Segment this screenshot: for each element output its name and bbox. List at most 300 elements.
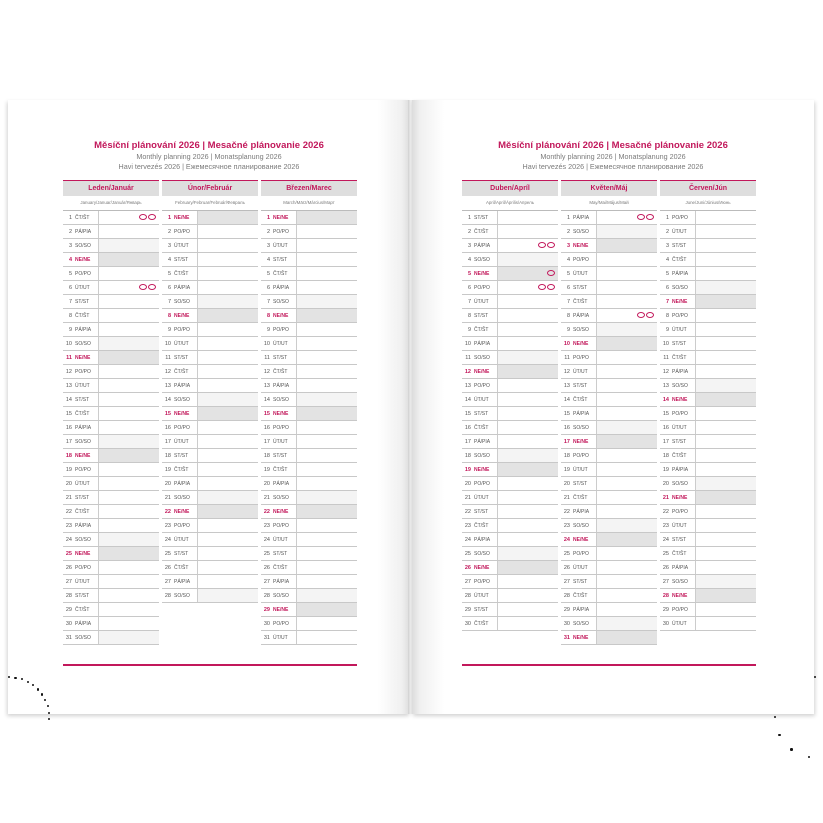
day-row[interactable] xyxy=(660,589,756,603)
day-row[interactable] xyxy=(561,379,657,393)
day-row[interactable] xyxy=(261,631,357,645)
day-row[interactable] xyxy=(261,533,357,547)
day-notes-area[interactable] xyxy=(596,323,657,336)
day-notes-area[interactable] xyxy=(98,561,159,574)
day-row[interactable] xyxy=(162,491,258,505)
day-notes-area[interactable] xyxy=(497,421,558,434)
day-row[interactable] xyxy=(63,225,159,239)
day-row[interactable] xyxy=(660,449,756,463)
day-row[interactable] xyxy=(162,295,258,309)
day-row[interactable] xyxy=(162,351,258,365)
day-row[interactable] xyxy=(261,519,357,533)
day-notes-area[interactable] xyxy=(497,603,558,616)
day-row[interactable] xyxy=(63,281,159,295)
day-notes-area[interactable] xyxy=(98,547,159,560)
day-row[interactable] xyxy=(660,533,756,547)
day-notes-area[interactable] xyxy=(296,351,357,364)
day-notes-area[interactable] xyxy=(596,253,657,266)
day-row[interactable] xyxy=(660,421,756,435)
day-row[interactable] xyxy=(561,225,657,239)
day-notes-area[interactable] xyxy=(98,309,159,322)
day-notes-area[interactable] xyxy=(197,561,258,574)
day-row[interactable] xyxy=(561,253,657,267)
day-notes-area[interactable] xyxy=(596,281,657,294)
day-notes-area[interactable] xyxy=(296,561,357,574)
day-notes-area[interactable] xyxy=(695,225,756,238)
day-notes-area[interactable] xyxy=(497,561,558,574)
day-notes-area[interactable] xyxy=(596,449,657,462)
day-row[interactable] xyxy=(462,323,558,337)
day-notes-area[interactable] xyxy=(296,267,357,280)
day-row[interactable] xyxy=(162,519,258,533)
day-notes-area[interactable] xyxy=(98,351,159,364)
day-row[interactable] xyxy=(462,253,558,267)
day-notes-area[interactable] xyxy=(296,239,357,252)
day-notes-area[interactable] xyxy=(296,631,357,644)
day-row[interactable] xyxy=(462,281,558,295)
day-row[interactable] xyxy=(561,267,657,281)
day-notes-area[interactable] xyxy=(695,589,756,602)
day-row[interactable] xyxy=(162,407,258,421)
day-notes-area[interactable] xyxy=(197,463,258,476)
day-row[interactable] xyxy=(462,547,558,561)
day-notes-area[interactable] xyxy=(98,379,159,392)
day-row[interactable] xyxy=(63,491,159,505)
day-notes-area[interactable] xyxy=(695,267,756,280)
day-notes-area[interactable] xyxy=(296,407,357,420)
day-notes-area[interactable] xyxy=(98,421,159,434)
day-notes-area[interactable] xyxy=(695,449,756,462)
day-row[interactable] xyxy=(660,337,756,351)
day-row[interactable] xyxy=(462,617,558,631)
day-notes-area[interactable] xyxy=(695,351,756,364)
day-row[interactable] xyxy=(561,575,657,589)
day-notes-area[interactable] xyxy=(296,477,357,490)
day-notes-area[interactable] xyxy=(596,267,657,280)
day-row[interactable] xyxy=(462,225,558,239)
day-notes-area[interactable] xyxy=(98,225,159,238)
day-notes-area[interactable] xyxy=(197,575,258,588)
day-row[interactable] xyxy=(660,239,756,253)
day-row[interactable] xyxy=(63,407,159,421)
day-notes-area[interactable] xyxy=(497,239,558,252)
day-row[interactable] xyxy=(63,449,159,463)
day-row[interactable] xyxy=(462,239,558,253)
day-notes-area[interactable] xyxy=(296,379,357,392)
day-row[interactable] xyxy=(261,589,357,603)
day-row[interactable] xyxy=(162,337,258,351)
day-row[interactable] xyxy=(462,295,558,309)
day-notes-area[interactable] xyxy=(296,393,357,406)
day-row[interactable] xyxy=(660,295,756,309)
day-notes-area[interactable] xyxy=(596,491,657,504)
day-notes-area[interactable] xyxy=(497,323,558,336)
day-notes-area[interactable] xyxy=(596,575,657,588)
day-notes-area[interactable] xyxy=(197,491,258,504)
day-notes-area[interactable] xyxy=(98,533,159,546)
day-row[interactable] xyxy=(462,351,558,365)
day-notes-area[interactable] xyxy=(695,505,756,518)
day-row[interactable] xyxy=(660,393,756,407)
day-notes-area[interactable] xyxy=(197,225,258,238)
day-row[interactable] xyxy=(162,589,258,603)
day-notes-area[interactable] xyxy=(497,267,558,280)
day-notes-area[interactable] xyxy=(596,603,657,616)
day-notes-area[interactable] xyxy=(497,309,558,322)
day-notes-area[interactable] xyxy=(596,239,657,252)
day-row[interactable] xyxy=(660,547,756,561)
day-row[interactable] xyxy=(561,211,657,225)
day-notes-area[interactable] xyxy=(98,239,159,252)
day-row[interactable] xyxy=(462,407,558,421)
day-row[interactable] xyxy=(462,435,558,449)
day-notes-area[interactable] xyxy=(98,617,159,630)
day-row[interactable] xyxy=(63,267,159,281)
day-notes-area[interactable] xyxy=(98,603,159,616)
day-row[interactable] xyxy=(561,617,657,631)
day-notes-area[interactable] xyxy=(98,575,159,588)
day-notes-area[interactable] xyxy=(197,239,258,252)
day-row[interactable] xyxy=(660,407,756,421)
day-notes-area[interactable] xyxy=(695,547,756,560)
day-notes-area[interactable] xyxy=(497,575,558,588)
day-notes-area[interactable] xyxy=(296,603,357,616)
day-row[interactable] xyxy=(462,491,558,505)
day-notes-area[interactable] xyxy=(296,463,357,476)
day-row[interactable] xyxy=(561,533,657,547)
day-row[interactable] xyxy=(63,547,159,561)
day-notes-area[interactable] xyxy=(197,295,258,308)
day-row[interactable] xyxy=(261,337,357,351)
day-notes-area[interactable] xyxy=(695,365,756,378)
day-notes-area[interactable] xyxy=(296,435,357,448)
day-notes-area[interactable] xyxy=(296,421,357,434)
day-row[interactable] xyxy=(63,561,159,575)
day-notes-area[interactable] xyxy=(596,225,657,238)
day-row[interactable] xyxy=(561,351,657,365)
day-notes-area[interactable] xyxy=(596,631,657,644)
day-row[interactable] xyxy=(162,365,258,379)
day-notes-area[interactable] xyxy=(497,407,558,420)
day-notes-area[interactable] xyxy=(695,309,756,322)
day-row[interactable] xyxy=(660,435,756,449)
day-row[interactable] xyxy=(561,323,657,337)
day-notes-area[interactable] xyxy=(596,309,657,322)
day-row[interactable] xyxy=(162,393,258,407)
day-notes-area[interactable] xyxy=(197,533,258,546)
day-notes-area[interactable] xyxy=(596,589,657,602)
day-row[interactable] xyxy=(561,449,657,463)
day-row[interactable] xyxy=(561,309,657,323)
day-notes-area[interactable] xyxy=(197,449,258,462)
day-row[interactable] xyxy=(462,463,558,477)
day-row[interactable] xyxy=(261,435,357,449)
day-notes-area[interactable] xyxy=(197,267,258,280)
day-notes-area[interactable] xyxy=(296,617,357,630)
day-notes-area[interactable] xyxy=(98,407,159,420)
day-notes-area[interactable] xyxy=(497,617,558,630)
day-row[interactable] xyxy=(462,533,558,547)
day-row[interactable] xyxy=(660,505,756,519)
day-notes-area[interactable] xyxy=(197,519,258,532)
day-row[interactable] xyxy=(261,547,357,561)
day-row[interactable] xyxy=(561,561,657,575)
day-notes-area[interactable] xyxy=(98,281,159,294)
day-row[interactable] xyxy=(162,253,258,267)
day-notes-area[interactable] xyxy=(296,505,357,518)
day-row[interactable] xyxy=(261,309,357,323)
day-row[interactable] xyxy=(660,365,756,379)
day-row[interactable] xyxy=(261,379,357,393)
day-row[interactable] xyxy=(162,281,258,295)
day-notes-area[interactable] xyxy=(296,589,357,602)
day-notes-area[interactable] xyxy=(98,211,159,224)
day-row[interactable] xyxy=(63,393,159,407)
day-row[interactable] xyxy=(63,309,159,323)
day-row[interactable] xyxy=(462,309,558,323)
day-row[interactable] xyxy=(162,533,258,547)
day-row[interactable] xyxy=(63,421,159,435)
day-notes-area[interactable] xyxy=(296,547,357,560)
day-row[interactable] xyxy=(162,435,258,449)
day-notes-area[interactable] xyxy=(497,589,558,602)
day-row[interactable] xyxy=(63,239,159,253)
day-notes-area[interactable] xyxy=(98,589,159,602)
day-notes-area[interactable] xyxy=(497,365,558,378)
day-notes-area[interactable] xyxy=(497,253,558,266)
day-notes-area[interactable] xyxy=(197,323,258,336)
day-row[interactable] xyxy=(63,337,159,351)
day-row[interactable] xyxy=(660,575,756,589)
day-notes-area[interactable] xyxy=(695,561,756,574)
day-notes-area[interactable] xyxy=(695,211,756,224)
day-row[interactable] xyxy=(462,477,558,491)
day-row[interactable] xyxy=(261,477,357,491)
day-notes-area[interactable] xyxy=(497,547,558,560)
day-row[interactable] xyxy=(162,547,258,561)
day-row[interactable] xyxy=(462,505,558,519)
day-notes-area[interactable] xyxy=(197,407,258,420)
day-notes-area[interactable] xyxy=(497,337,558,350)
day-row[interactable] xyxy=(561,407,657,421)
day-notes-area[interactable] xyxy=(497,505,558,518)
day-notes-area[interactable] xyxy=(197,337,258,350)
day-row[interactable] xyxy=(162,225,258,239)
day-row[interactable] xyxy=(261,351,357,365)
day-notes-area[interactable] xyxy=(296,211,357,224)
day-row[interactable] xyxy=(63,379,159,393)
day-notes-area[interactable] xyxy=(695,575,756,588)
day-notes-area[interactable] xyxy=(596,505,657,518)
day-notes-area[interactable] xyxy=(197,309,258,322)
day-notes-area[interactable] xyxy=(497,225,558,238)
day-notes-area[interactable] xyxy=(98,267,159,280)
day-row[interactable] xyxy=(561,519,657,533)
day-notes-area[interactable] xyxy=(695,617,756,630)
day-row[interactable] xyxy=(660,281,756,295)
day-row[interactable] xyxy=(561,477,657,491)
day-notes-area[interactable] xyxy=(596,337,657,350)
day-row[interactable] xyxy=(162,211,258,225)
day-row[interactable] xyxy=(462,449,558,463)
day-notes-area[interactable] xyxy=(197,253,258,266)
day-notes-area[interactable] xyxy=(497,281,558,294)
day-row[interactable] xyxy=(660,463,756,477)
day-notes-area[interactable] xyxy=(98,337,159,350)
day-row[interactable] xyxy=(462,267,558,281)
day-row[interactable] xyxy=(561,365,657,379)
day-row[interactable] xyxy=(561,463,657,477)
day-notes-area[interactable] xyxy=(695,379,756,392)
day-row[interactable] xyxy=(63,589,159,603)
day-notes-area[interactable] xyxy=(497,211,558,224)
day-notes-area[interactable] xyxy=(296,253,357,266)
day-row[interactable] xyxy=(162,239,258,253)
day-row[interactable] xyxy=(261,449,357,463)
day-notes-area[interactable] xyxy=(197,211,258,224)
day-notes-area[interactable] xyxy=(695,519,756,532)
day-notes-area[interactable] xyxy=(695,491,756,504)
day-notes-area[interactable] xyxy=(296,281,357,294)
day-row[interactable] xyxy=(261,323,357,337)
day-row[interactable] xyxy=(261,393,357,407)
day-notes-area[interactable] xyxy=(596,477,657,490)
day-notes-area[interactable] xyxy=(497,351,558,364)
day-row[interactable] xyxy=(660,603,756,617)
day-notes-area[interactable] xyxy=(695,281,756,294)
day-notes-area[interactable] xyxy=(98,449,159,462)
day-notes-area[interactable] xyxy=(197,435,258,448)
day-row[interactable] xyxy=(660,491,756,505)
day-row[interactable] xyxy=(462,379,558,393)
day-notes-area[interactable] xyxy=(695,337,756,350)
day-notes-area[interactable] xyxy=(497,477,558,490)
day-row[interactable] xyxy=(660,519,756,533)
day-notes-area[interactable] xyxy=(695,239,756,252)
day-notes-area[interactable] xyxy=(695,477,756,490)
day-row[interactable] xyxy=(462,393,558,407)
day-notes-area[interactable] xyxy=(296,225,357,238)
day-row[interactable] xyxy=(561,589,657,603)
day-notes-area[interactable] xyxy=(695,323,756,336)
day-row[interactable] xyxy=(561,505,657,519)
day-row[interactable] xyxy=(660,477,756,491)
day-row[interactable] xyxy=(63,505,159,519)
day-notes-area[interactable] xyxy=(497,435,558,448)
day-row[interactable] xyxy=(63,519,159,533)
day-row[interactable] xyxy=(462,519,558,533)
day-row[interactable] xyxy=(462,421,558,435)
day-notes-area[interactable] xyxy=(197,351,258,364)
day-row[interactable] xyxy=(462,211,558,225)
day-notes-area[interactable] xyxy=(596,211,657,224)
day-notes-area[interactable] xyxy=(197,281,258,294)
day-row[interactable] xyxy=(63,463,159,477)
day-notes-area[interactable] xyxy=(695,603,756,616)
day-row[interactable] xyxy=(660,617,756,631)
day-notes-area[interactable] xyxy=(98,505,159,518)
day-notes-area[interactable] xyxy=(98,323,159,336)
day-notes-area[interactable] xyxy=(695,407,756,420)
day-row[interactable] xyxy=(660,309,756,323)
day-notes-area[interactable] xyxy=(695,253,756,266)
day-row[interactable] xyxy=(462,337,558,351)
day-row[interactable] xyxy=(162,379,258,393)
day-row[interactable] xyxy=(462,589,558,603)
day-row[interactable] xyxy=(660,351,756,365)
day-row[interactable] xyxy=(162,309,258,323)
day-notes-area[interactable] xyxy=(596,379,657,392)
day-notes-area[interactable] xyxy=(497,519,558,532)
day-notes-area[interactable] xyxy=(98,477,159,490)
day-row[interactable] xyxy=(162,421,258,435)
day-notes-area[interactable] xyxy=(296,533,357,546)
day-notes-area[interactable] xyxy=(596,463,657,476)
day-row[interactable] xyxy=(261,561,357,575)
day-notes-area[interactable] xyxy=(497,533,558,546)
day-notes-area[interactable] xyxy=(296,575,357,588)
day-notes-area[interactable] xyxy=(98,253,159,266)
day-notes-area[interactable] xyxy=(497,295,558,308)
day-row[interactable] xyxy=(660,323,756,337)
day-notes-area[interactable] xyxy=(596,435,657,448)
day-row[interactable] xyxy=(63,631,159,645)
day-notes-area[interactable] xyxy=(596,365,657,378)
day-notes-area[interactable] xyxy=(98,295,159,308)
day-row[interactable] xyxy=(561,421,657,435)
day-notes-area[interactable] xyxy=(695,421,756,434)
day-row[interactable] xyxy=(162,561,258,575)
day-notes-area[interactable] xyxy=(98,491,159,504)
day-row[interactable] xyxy=(162,477,258,491)
day-row[interactable] xyxy=(660,267,756,281)
day-row[interactable] xyxy=(261,281,357,295)
day-row[interactable] xyxy=(63,435,159,449)
day-row[interactable] xyxy=(462,561,558,575)
day-row[interactable] xyxy=(261,239,357,253)
day-row[interactable] xyxy=(561,491,657,505)
day-row[interactable] xyxy=(63,351,159,365)
day-notes-area[interactable] xyxy=(296,449,357,462)
day-row[interactable] xyxy=(660,211,756,225)
day-row[interactable] xyxy=(561,239,657,253)
day-notes-area[interactable] xyxy=(596,533,657,546)
day-row[interactable] xyxy=(63,477,159,491)
day-row[interactable] xyxy=(462,603,558,617)
day-row[interactable] xyxy=(462,365,558,379)
day-row[interactable] xyxy=(561,547,657,561)
day-row[interactable] xyxy=(462,575,558,589)
day-row[interactable] xyxy=(162,323,258,337)
day-row[interactable] xyxy=(261,267,357,281)
day-notes-area[interactable] xyxy=(596,547,657,560)
day-notes-area[interactable] xyxy=(596,393,657,406)
day-notes-area[interactable] xyxy=(695,435,756,448)
day-notes-area[interactable] xyxy=(296,491,357,504)
day-notes-area[interactable] xyxy=(197,477,258,490)
day-row[interactable] xyxy=(261,617,357,631)
day-row[interactable] xyxy=(561,603,657,617)
day-notes-area[interactable] xyxy=(98,519,159,532)
day-row[interactable] xyxy=(162,267,258,281)
day-notes-area[interactable] xyxy=(596,617,657,630)
day-row[interactable] xyxy=(261,421,357,435)
day-row[interactable] xyxy=(162,449,258,463)
day-notes-area[interactable] xyxy=(596,351,657,364)
day-notes-area[interactable] xyxy=(296,309,357,322)
day-notes-area[interactable] xyxy=(596,295,657,308)
day-row[interactable] xyxy=(660,379,756,393)
